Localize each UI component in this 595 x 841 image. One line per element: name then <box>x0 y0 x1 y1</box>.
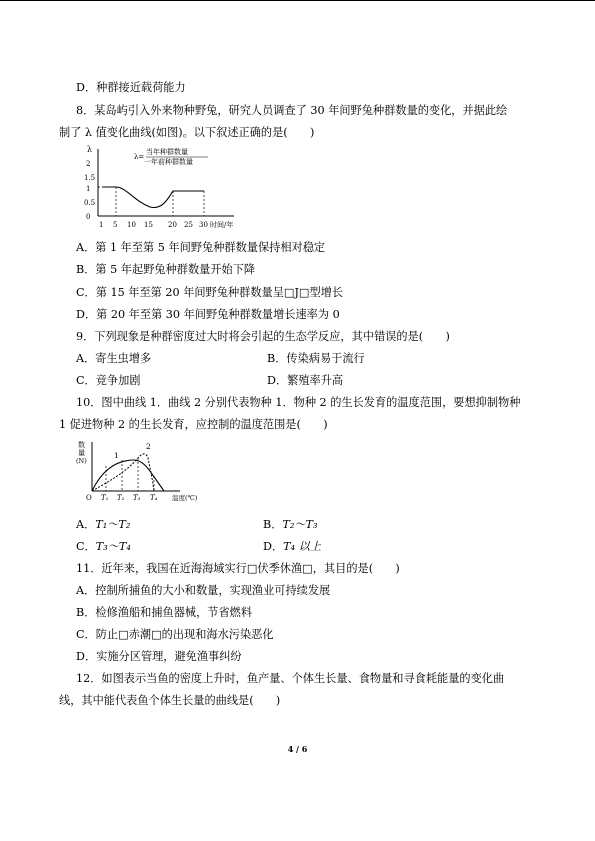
q8-formula-lhs: λ= <box>134 153 145 161</box>
q10-curve-2-label: 2 <box>146 442 151 451</box>
q8-option-a: A．第 1 年至第 5 年间野兔种群数量保持相对稳定 <box>76 241 326 254</box>
q9-option-a: A．寄生虫增多 <box>76 352 152 365</box>
q8-y-tick: 1 <box>86 185 91 193</box>
q10-temperature-figure <box>76 436 226 506</box>
q10-origin-label: O <box>86 494 92 502</box>
q8-lambda-figure <box>84 143 254 233</box>
q10-option-a: A．T₁～T₂ <box>76 518 131 531</box>
q8-x-tick: 1 <box>99 221 104 229</box>
q10-option-b: B．T₂～T₃ <box>263 518 318 531</box>
q10-x-tick: T₁ <box>101 494 109 502</box>
q11-option-c: C．防止□赤潮□的出现和海水污染恶化 <box>76 628 274 641</box>
q8-lambda-curve <box>102 187 204 208</box>
q10-stem-line2: 1 促进物种 2 的生长发育，应控制的温度范围是( ) <box>59 418 328 431</box>
q8-y-axis-label: λ <box>87 145 93 154</box>
q10-curve-1-label: 1 <box>114 451 119 460</box>
q11-stem: 11．近年来，我国在近海海域实行□伏季休渔□，其目的是( ) <box>76 562 400 575</box>
q8-x-axis-label: 时间/年 <box>210 221 234 229</box>
q10-curve-2 <box>92 454 154 491</box>
q10-x-tick: T₂ <box>117 494 125 502</box>
q10-option-c: C．T₃～T₄ <box>76 540 131 553</box>
q10-x-tick: T₃ <box>133 494 141 502</box>
q9-stem: 9．下列现象是种群密度过大时将会引起的生态学反应，其中错误的是( ) <box>76 330 450 343</box>
top-border-line <box>0 0 595 1</box>
q10-y-axis-label: 量 <box>78 449 85 457</box>
q8-x-tick: 15 <box>144 221 153 229</box>
page-number: 4 / 6 <box>287 744 308 754</box>
q8-x-tick: 30 <box>199 221 208 229</box>
q8-formula-numerator: 当年种群数量 <box>146 148 188 156</box>
q8-y-tick: 1.5 <box>84 174 96 182</box>
q8-y-tick: 2 <box>86 160 91 168</box>
q10-y-axis-label: (N) <box>76 457 87 465</box>
q8-x-tick: 10 <box>127 221 136 229</box>
q11-option-b: B．检修渔船和捕鱼器械，节省燃料 <box>76 606 253 619</box>
q10-stem-line1: 10．图中曲线 1．曲线 2 分别代表物种 1．物种 2 的生长发育的温度范围，要想抑制物种 <box>76 396 521 409</box>
q10-y-axis-label: 数 <box>78 441 85 449</box>
q10-x-tick: T₄ <box>150 494 158 502</box>
q10-x-axis-label: 温度(℃) <box>172 494 198 502</box>
q8-option-d: D．第 20 年至第 30 年间野兔种群数量增长速率为 0 <box>76 308 340 321</box>
q8-y-tick: 0.5 <box>84 199 96 207</box>
q8-stem-line1: 8．某岛屿引入外来物种野兔，研究人员调查了 30 年间野兔种群数量的变化，并据此绘 <box>76 104 508 117</box>
q7-option-d: D．种群接近载荷能力 <box>76 81 186 94</box>
q9-option-c: C．竞争加剧 <box>76 374 141 387</box>
q8-stem-line2: 制了 λ 值变化曲线(如图)。以下叙述正确的是( ) <box>59 126 315 139</box>
q11-option-d: D．实施分区管理，避免渔事纠纷 <box>76 650 242 663</box>
q12-stem-line2: 线，其中能代表鱼个体生长量的曲线是( ) <box>59 694 281 707</box>
q8-formula-denominator: 一年前种群数量 <box>144 158 193 166</box>
q8-x-tick: 20 <box>168 221 177 229</box>
q9-option-b: B．传染病易于流行 <box>267 352 365 365</box>
q9-option-d: D．繁殖率升高 <box>267 374 344 387</box>
q10-option-d: D．T₄ 以上 <box>263 540 322 553</box>
q8-x-tick: 25 <box>184 221 193 229</box>
q8-y-tick: 0 <box>86 213 91 221</box>
q12-stem-line1: 12．如图表示当鱼的密度上升时，鱼产量、个体生长量、食物量和寻食耗能量的变化曲 <box>76 672 505 685</box>
q11-option-a: A．控制所捕鱼的大小和数量，实现渔业可持续发展 <box>76 584 331 597</box>
q8-option-c: C．第 15 年至第 20 年间野兔种群数量呈□J□型增长 <box>76 286 344 299</box>
q8-x-tick: 5 <box>113 221 118 229</box>
q8-option-b: B．第 5 年起野兔种群数量开始下降 <box>76 263 256 276</box>
